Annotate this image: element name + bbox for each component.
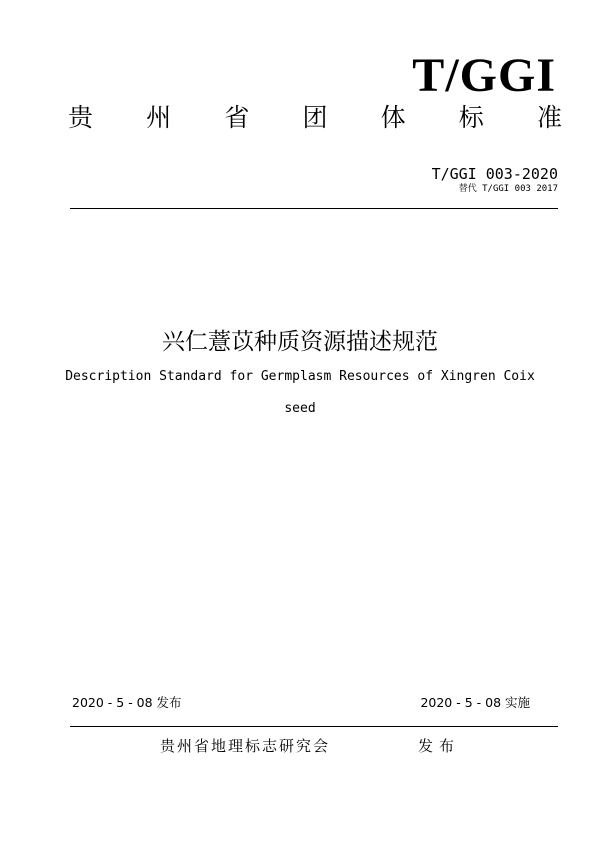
implementation-date: 2020 - 5 - 08 实施 [420, 695, 530, 710]
standard-type-char: 标 [458, 103, 484, 132]
issued-label: 发布 [418, 737, 461, 755]
standard-type-heading [68, 105, 562, 130]
standard-type-char: 省 [224, 103, 250, 132]
standard-type-char: 团 [302, 103, 328, 132]
title-english-line2: seed [284, 401, 316, 416]
organization-code: T/GGI [412, 49, 556, 102]
header-divider [70, 208, 558, 209]
standard-number: T/GGI 003-2020 [431, 165, 558, 183]
issue-date: 2020 - 5 - 08 发布 [72, 695, 182, 710]
standard-type-char: 体 [380, 103, 406, 132]
publisher-name: 贵州省地理标志研究会 [160, 737, 331, 755]
title-english-line1: Description Standard for Germplasm Resources of Xingren Coix [65, 369, 535, 384]
title-chinese: 兴仁薏苡种质资源描述规范 [162, 329, 438, 355]
standard-type-char: 州 [146, 103, 172, 132]
footer-divider [70, 726, 558, 727]
replaces-standard: 替代 T/GGI 003 2017 [458, 184, 558, 194]
standard-type-char: 准 [536, 103, 562, 132]
standard-type-char: 贵 [68, 103, 94, 132]
